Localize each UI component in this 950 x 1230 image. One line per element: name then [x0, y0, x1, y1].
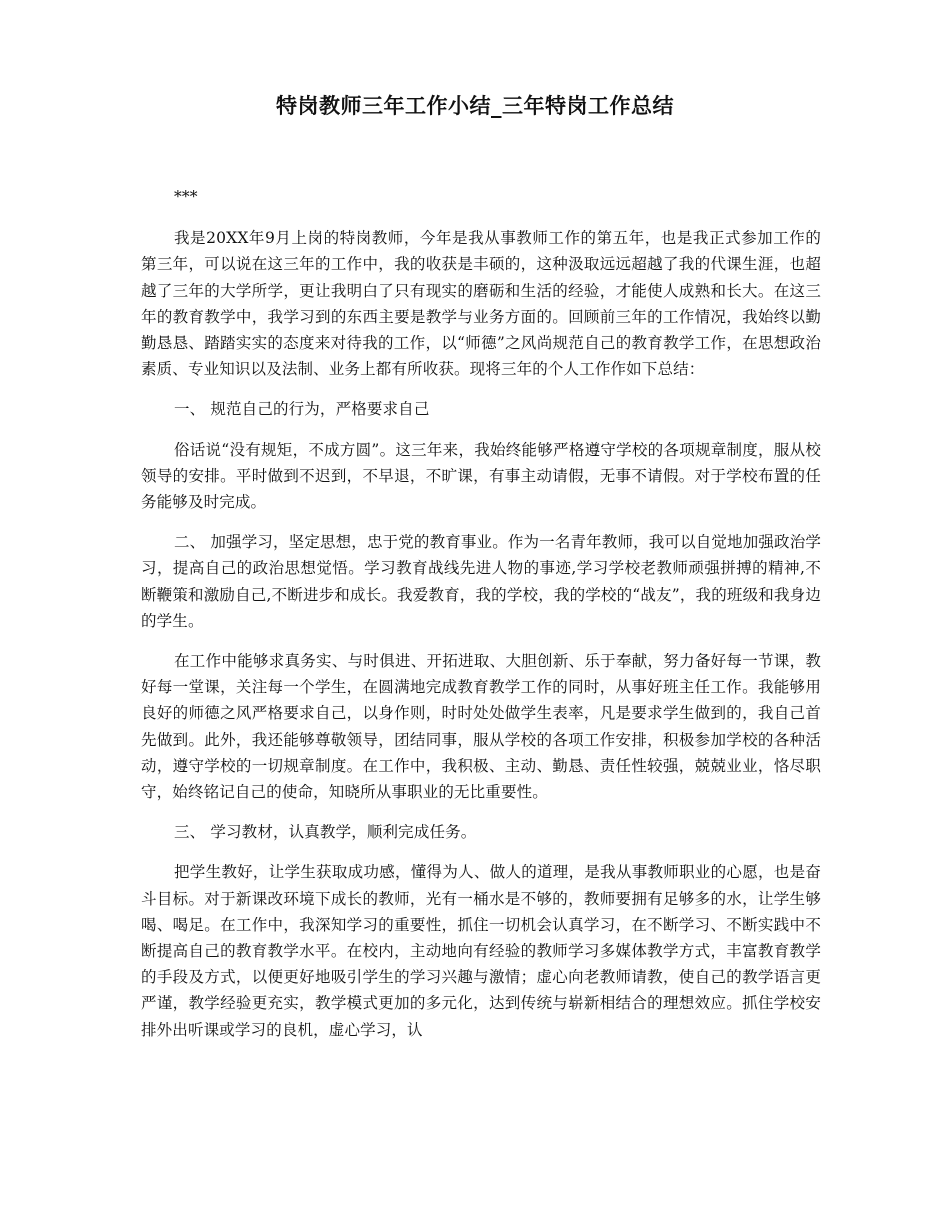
document-title: 特岗教师三年工作小结_三年特岗工作总结	[276, 94, 674, 118]
section-2-paragraph-continued: 在工作中能够求真务实、与时俱进、开拓进取、大胆创新、乐于奉献，努力备好每一节课，教好每一堂课，关注每一个学生，在圆满地完成教育教学工作的同时，从事好班主任工作。我能够用良好的师德之风严格要求自己，以身作则，时时处处做学生表率，凡是要求学生做到的，我自己首先做到。此外，我还能够尊敬领导，团结同事，服从学校的各项工作安排，积极参加学校的各种活动，遵守学校的一切规章制度。在工作中，我积极、主动、勤恳、责任性较强，兢兢业业，恪尽职守，始终铭记自己的使命，知晓所从事职业的无比重要性。	[141, 652, 821, 802]
section-3-paragraph: 把学生教好，让学生获取成功感，懂得为人、做人的道理，是我从事教师职业的心愿，也是奋斗目标。对于新课改环境下成长的教师，光有一桶水是不够的，教师要拥有足够多的水，让学生够喝、喝足。在工作中，我深知学习的重要性，抓住一切机会认真学习，在不断学习、不断实践中不断提高自己的教育教学水平。在校内，主动地向有经验的教师学习多媒体教学方式，丰富教育教学的手段及方式，以便更好地吸引学生的学习兴趣与激情；虚心向老教师请教，使自己的教学语言更严谨，教学经验更充实，教学模式更加的多元化，达到传统与崭新相结合的理想效应。抓住学校安排外出听课或学习的良机，虚心学习，认	[141, 863, 821, 1039]
section-2-paragraph: 二、 加强学习，坚定思想，忠于党的教育事业。作为一名青年教师，我可以自觉地加强政治学习，提高自己的政治思想觉悟。学习教育战线先进人物的事迹,学习学校老教师顽强拼搏的精神,不断鞭策和激励自己,不断进步和成长。我爱教育，我的学校，我的学校的“战友”，我的班级和我身边的学生。	[141, 533, 821, 630]
section-heading-1: 一、 规范自己的行为，严格要求自己	[174, 400, 430, 419]
section-heading-3: 三、 学习教材，认真教学，顺利完成任务。	[174, 823, 477, 842]
separator-stars: ***	[174, 188, 198, 206]
document-body	[141, 184, 821, 1057]
section-1-paragraph: 俗话说“没有规矩，不成方圆”。这三年来，我始终能够严格遵守学校的各项规章制度，服从校领导的安排。平时做到不迟到，不早退，不旷课，有事主动请假，无事不请假。对于学校布置的任务能够及时完成。	[141, 440, 821, 512]
intro-paragraph: 我是20XX年9月上岗的特岗教师，今年是我从事教师工作的第五年，也是我正式参加工作的第三年，可以说在这三年的工作中，我的收获是丰硕的，这种汲取远远超越了我的代课生涯，也超越了三年的大学所学，更让我明白了只有现实的磨砺和生活的经验，才能使人成熟和长大。在这三年的教育教学中，我学习到的东西主要是教学与业务方面的。回顾前三年的工作情况，我始终以勤勤恳恳、踏踏实实的态度来对待我的工作，以“师德”之风尚规范自己的教育教学工作，在思想政治素质、专业知识以及法制、业务上都有所收获。现将三年的个人工作作如下总结：	[141, 229, 821, 379]
